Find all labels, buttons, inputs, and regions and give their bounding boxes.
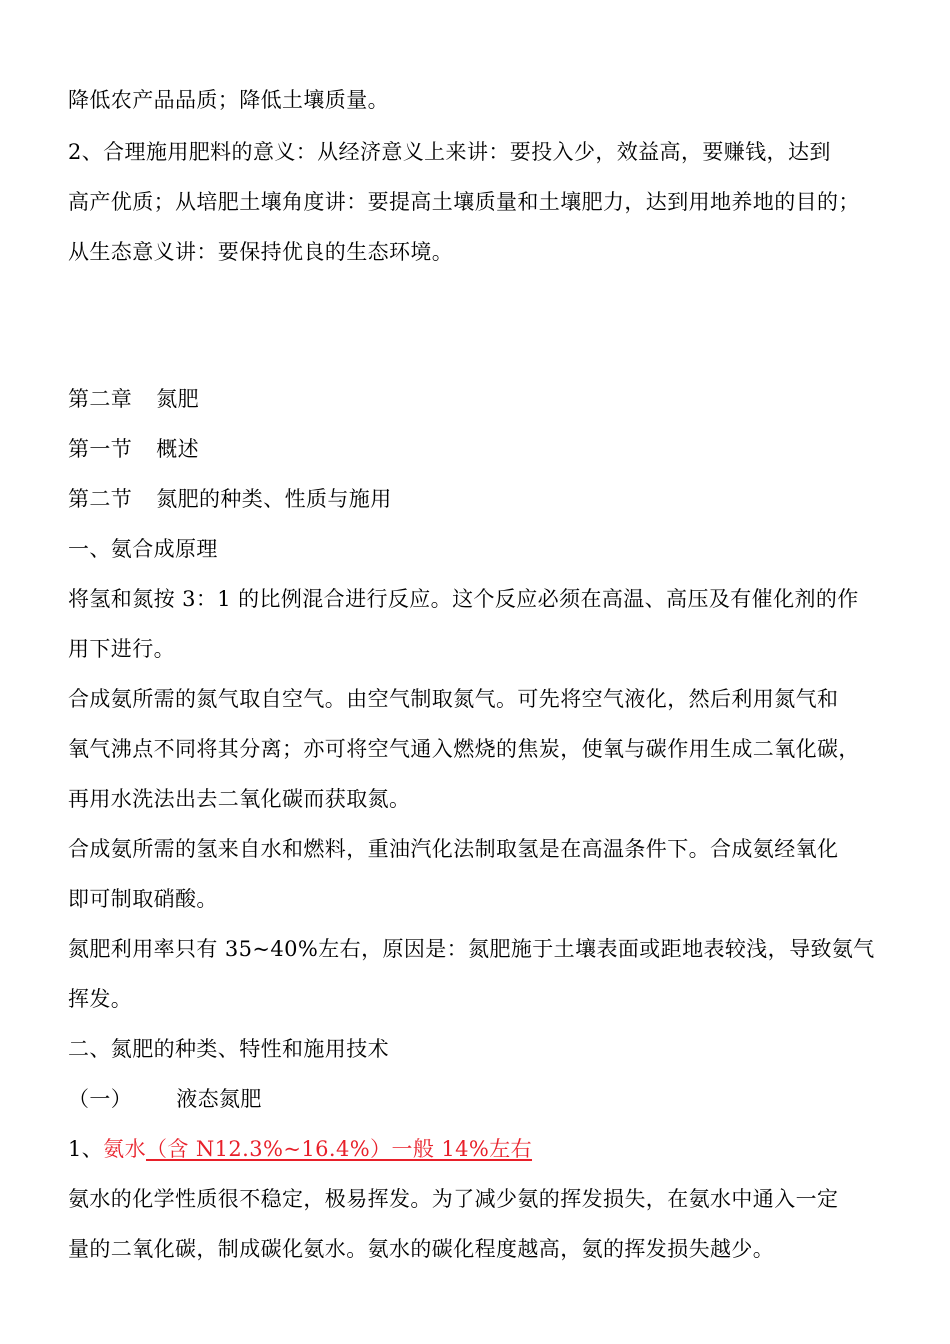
- section-heading: [68, 485, 392, 513]
- section-title: 氮肥的种类、性质与施用: [156, 487, 392, 511]
- subheading-title: 液态氮肥: [176, 1087, 262, 1111]
- paragraph-line: 从生态意义讲：要保持优良的生态环境。: [68, 240, 454, 264]
- section-heading: [68, 435, 199, 463]
- chapter-heading: [68, 385, 199, 413]
- paragraph-line: 即可制取硝酸。: [68, 887, 218, 911]
- subsection-heading: 二、氮肥的种类、特性和施用技术: [68, 1037, 389, 1061]
- paragraph-line: 氨水的化学性质很不稳定，极易挥发。为了减少氨的挥发损失，在氨水中通入一定: [68, 1187, 839, 1211]
- paragraph-line: 再用水洗法出去二氧化碳而获取氮。: [68, 787, 411, 811]
- paragraph-line: 氮肥利用率只有 35~40%左右，原因是：氮肥施于土壤表面或距地表较浅，导致氨气: [68, 937, 875, 961]
- item-detail: （含 N12.3%~16.4%）一般 14%左右: [145, 1137, 533, 1161]
- section-title: 概述: [156, 437, 200, 461]
- paragraph-line: 2、合理施用肥料的意义：从经济意义上来讲：要投入少，效益高，要赚钱，达到: [68, 140, 831, 164]
- paragraph-line: 量的二氧化碳，制成碳化氨水。氨水的碳化程度越高，氨的挥发损失越少。: [68, 1237, 775, 1261]
- paragraph-line: 挥发。: [68, 987, 133, 1011]
- paragraph-line: 降低农产品品质；降低土壤质量。: [68, 88, 389, 112]
- paragraph-line: 将氢和氮按 3：1 的比例混合进行反应。这个反应必须在高温、高压及有催化剂的作: [68, 587, 859, 611]
- paragraph-line: 合成氨所需的氢来自水和燃料，重油汽化法制取氢是在高温条件下。合成氨经氧化: [68, 837, 839, 861]
- paragraph-line: 高产优质；从培肥土壤角度讲：要提高土壤质量和土壤肥力，达到用地养地的目的；: [68, 190, 860, 214]
- subheading: [68, 1085, 262, 1113]
- section-label: 第二节: [68, 487, 133, 511]
- item-number: 1、: [68, 1137, 104, 1161]
- chapter-label: 第二章: [68, 387, 133, 411]
- subsection-heading: 一、氨合成原理: [68, 537, 218, 561]
- subheading-label: （一）: [68, 1087, 133, 1111]
- paragraph-line: 用下进行。: [68, 637, 175, 661]
- section-label: 第一节: [68, 437, 133, 461]
- item-name: 氨水: [103, 1137, 146, 1161]
- paragraph-line: 氧气沸点不同将其分离；亦可将空气通入燃烧的焦炭，使氧与碳作用生成二氧化碳，: [68, 737, 860, 761]
- item-heading: [68, 1135, 532, 1163]
- chapter-title: 氮肥: [156, 387, 200, 411]
- paragraph-line: 合成氨所需的氮气取自空气。由空气制取氮气。可先将空气液化，然后利用氮气和: [68, 687, 839, 711]
